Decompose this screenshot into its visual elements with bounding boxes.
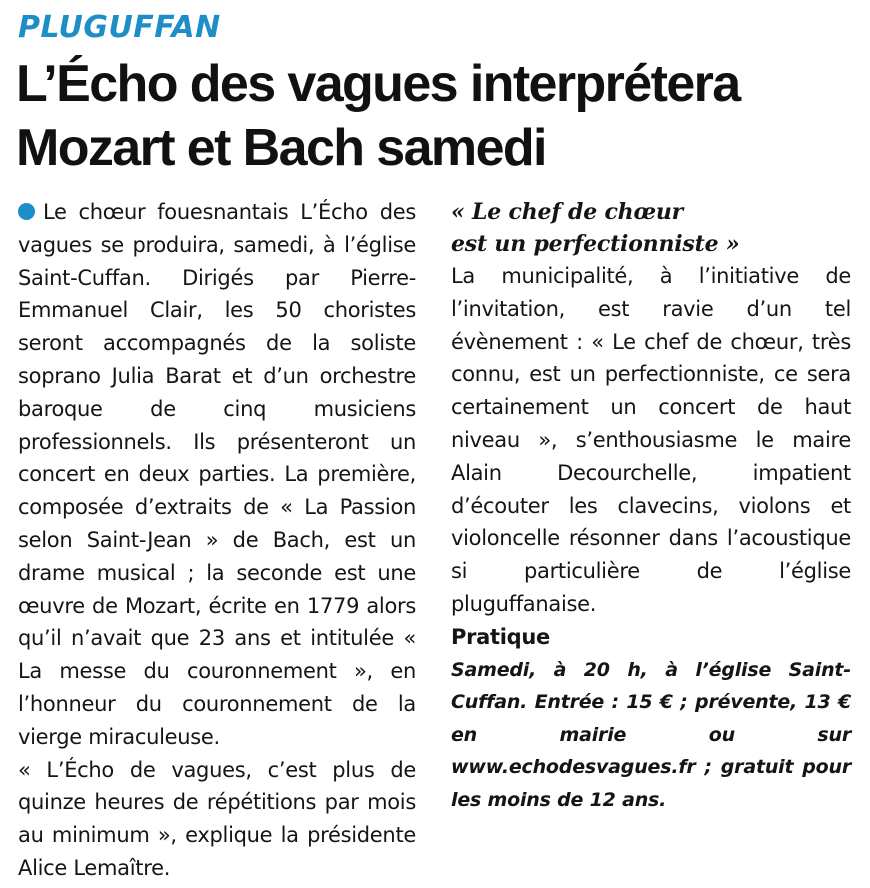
subheading-line-2: est un perfectionniste » xyxy=(451,231,740,257)
section-kicker: PLUGUFFAN xyxy=(18,10,221,45)
article-paragraph-quote: « L’Écho de vagues, c’est plus de quinze heures de répétitions par mois au minimum », explique la présidente Alice Lemaître. xyxy=(18,757,416,880)
article-headline xyxy=(16,52,866,180)
article-paragraph-intro xyxy=(18,196,416,754)
headline-line-2: Mozart et Bach samedi xyxy=(16,119,546,177)
bullet-dot-icon xyxy=(18,203,35,220)
practical-info-body: Samedi, à 20 h, à l’église Saint-Cuffan. Entrée : 15 € ; prévente, 13 € en mairie ou sur www.echodesvagues.fr ; gratuit pour les moins de 12 ans. xyxy=(451,658,851,811)
article-column-left xyxy=(18,196,416,885)
headline-line-1: L’Écho des vagues interprétera xyxy=(16,55,740,113)
article-subheading xyxy=(451,196,851,260)
practical-info-title: Pratique xyxy=(451,624,550,649)
paragraph-intro-text: Le chœur fouesnantais L’Écho des vagues se produira, samedi, à l’église Saint-Cuffan. Dirigés par Pierre-Emmanuel Clair, les 50 choristes seront accompagnés de la soliste soprano Julia Barat et d’un orchestre baroque de cinq musiciens professionnels. Ils présenteront un concert en deux parties. La première, composée d’extraits de « La Passion selon Saint-Jean » de Bach, est un drame musical ; la seconde est une œuvre de Mozart, écrite en 1779 alors qu’il n’avait que 23 ans et intitulée « La messe du couronnement », en l’honneur du couronnement de la vierge miraculeuse. xyxy=(18,200,416,749)
article-column-right xyxy=(451,196,851,816)
article-paragraph-municipality: La municipalité, à l’initiative de l’invitation, est ravie d’un tel évènement : « Le chef de chœur, très connu, est un perfectionniste, ce sera certainement un concert de haut niveau », s’enthousiasme le maire Alain Decourchelle, impatient d’écouter les clavecins, violons et violoncelle résonner dans l’acoustique si particulière de l’église pluguffanaise. xyxy=(451,264,851,616)
subheading-line-1: « Le chef de chœur xyxy=(451,199,684,225)
